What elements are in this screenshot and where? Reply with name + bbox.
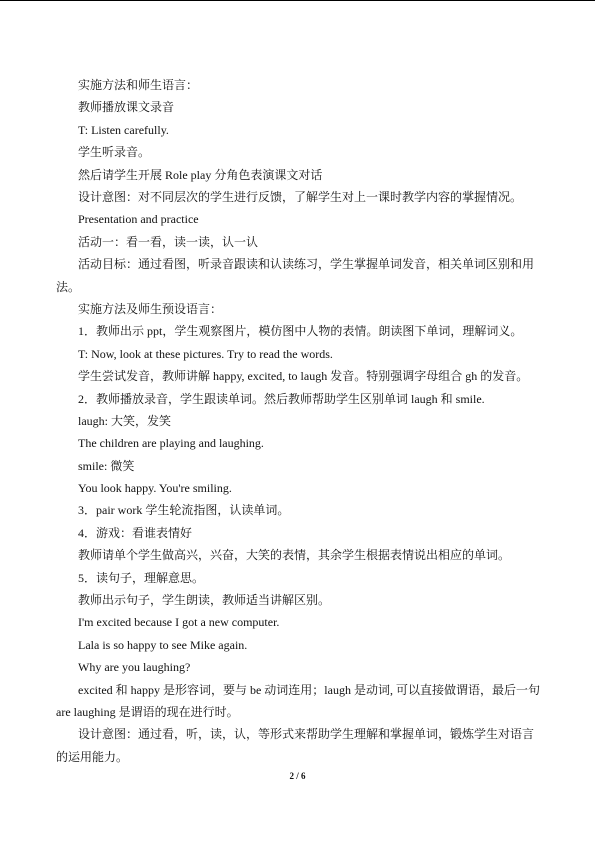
text-line: 实施方法及师生预设语言： [78,301,223,316]
text-paragraph: 设计意图：通过看，听，读，认，等形式来帮助学生理解和掌握单词，锻炼学生对语言的运用能力。 [56,727,535,764]
text-line: 4．游戏：看谁表情好 [78,525,193,540]
text-line: 实施方法和师生语言： [78,78,199,92]
text-line: I'm excited because I got a new computer. [78,615,280,630]
text-paragraph: excited 和 happy 是形容词，要与 be 动词连用；laugh 是动词, 可以直接做谓语，最后一句 are laughing 是谓语的现在进行时。 [56,682,540,719]
text-line: 教师请单个学生做高兴，兴奋，大笑的表情，其余学生根据表情说出相应的单词。 [78,548,511,563]
text-line: 5．读句子，理解意思。 [78,570,205,585]
text-line: 设计意图：对不同层次的学生进行反馈，了解学生对上一课时教学内容的掌握情况。 [78,189,523,204]
text-line: T: Listen carefully. [78,122,169,137]
text-line: You look happy. You're smiling. [78,481,232,496]
document-body [56,74,544,768]
activity-heading: 活动一：看一看，读一读，认一认 [78,234,259,249]
text-line: 教师出示句子，学生朗读，教师适当讲解区别。 [78,593,331,608]
text-line: 学生听录音。 [78,145,151,160]
text-line: The children are playing and laughing. [78,436,264,451]
text-line: Why are you laughing? [78,660,191,675]
text-line: laugh: 大笑，发笑 [78,413,171,428]
text-line: 学生尝试发音，教师讲解 happy, excited, to laugh 发音。特别强调字母组合 gh 的发音。 [78,369,529,384]
text-line: 然后请学生开展 Role play 分角色表演课文对话 [78,167,323,182]
text-line: 2．教师播放录音，学生跟读单词。然后教师帮助学生区别单词 laugh 和 smile. [78,391,485,406]
text-paragraph: 活动目标：通过看图，听录音跟读和认读练习，学生掌握单词发音，相关单词区别和用法。 [56,257,535,294]
page-number: 2 / 6 [289,771,306,781]
text-line: T: Now, look at these pictures. Try to read the words. [78,346,333,361]
page-top-border [0,0,595,1]
text-line: 3．pair work 学生轮流指图，认读单词。 [78,503,290,518]
text-line: 1．教师出示 ppt，学生观察图片，模仿图中人物的表情。朗读图下单词，理解词义。 [78,324,523,339]
text-line: 教师播放课文录音 [78,100,175,115]
section-heading: Presentation and practice [78,212,199,227]
text-line: Lala is so happy to see Mike again. [78,637,248,652]
text-line: smile: 微笑 [78,458,135,473]
